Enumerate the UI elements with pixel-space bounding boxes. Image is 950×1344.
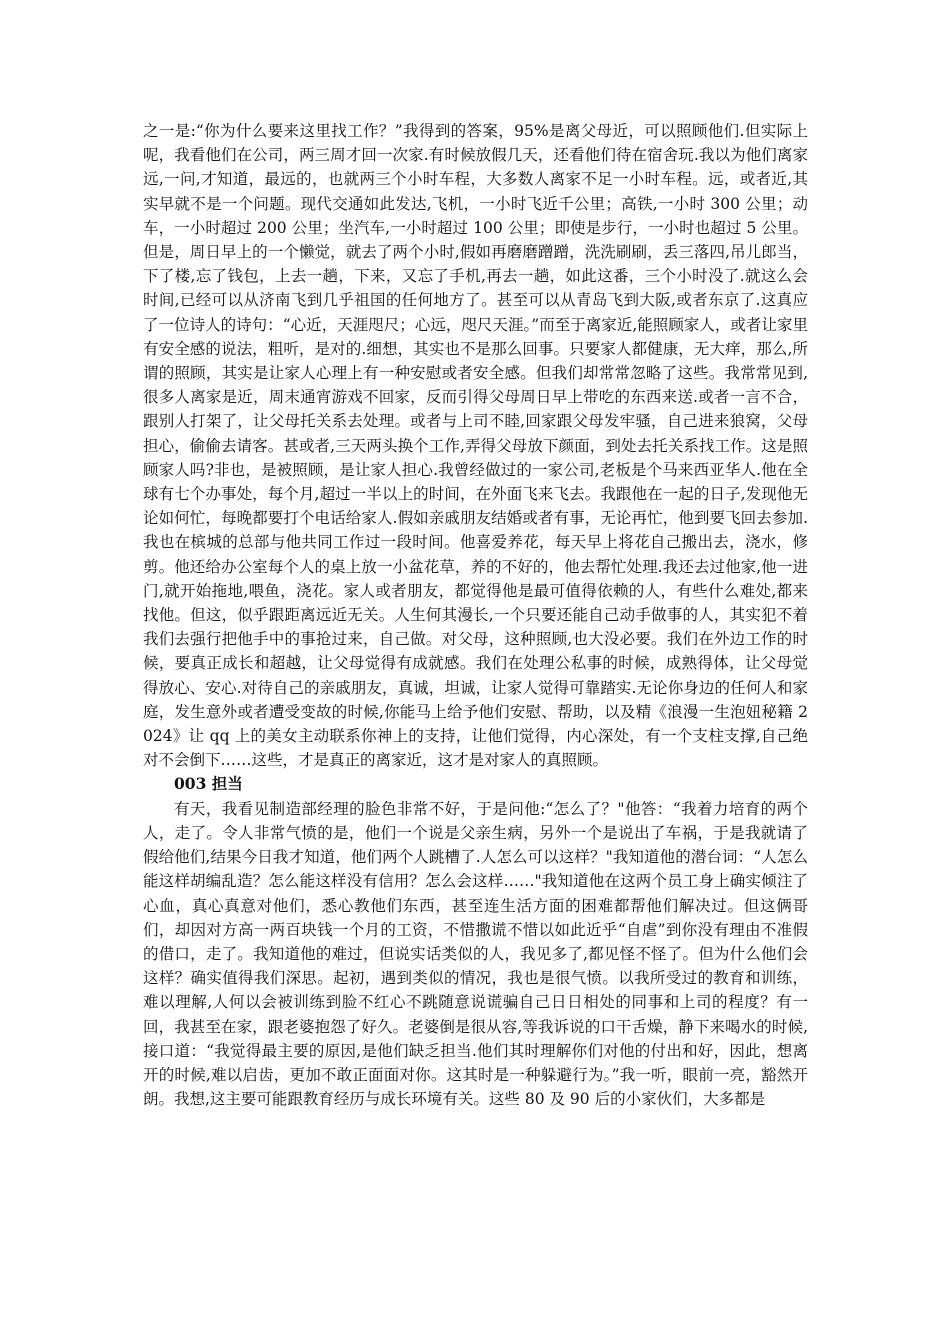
body-paragraph-2: 有天，我看见制造部经理的脸色非常不好，于是问他:“怎么了？"他答：“我着力培育的两个人，走了。令人非常气愤的是，他们一个说是父亲生病，另外一个是说出了车祸，于是我就请了假给他们,结果今日我才知道，他们两个人跳槽了.人怎么可以这样？"我知道他的潜台词：“人怎么能这样胡编乱造？怎么能这样没有信用？怎么会这样……"我知道他在这两个员工身上确实倾注了心血，真心真意对他们，悉心教他们东西，甚至连生活方面的困难都帮他们解决过。但这俩哥们，却因对方高一两百块钱一个月的工资，不惜撒谎不惜以如此近乎“自虐”到你没有理由不准假的借口，走了。我知道他的难过，但说实话类似的人，我见多了,都见怪不怪了。但为什么他们会这样？确实值得我们深思。起初，遇到类似的情况，我也是很气愤。以我所受过的教育和训练，难以理解,人何以会被训练到脸不红心不跳随意说谎骗自己日日相处的同事和上司的程度？有一回，我甚至在家，跟老婆抱怨了好久。老婆倒是很从容,等我诉说的口干舌燥，静下来喝水的时候,接口道：“我觉得最主要的原因,是他们缺乏担当.他们其时理解你们对他的付出和好，因此，想离开的时候,难以启齿，更加不敢正面面对你。这其时是一种躲避行为。”我一听，眼前一亮，豁然开朗。我想,这主要可能跟教育经历与成长环境有关。这些 80 及 90 后的小家伙们，大多都是	[143, 799, 808, 1109]
section-heading: 003 担当	[174, 774, 243, 794]
body-paragraph-1: 之一是:“你为什么要来这里找工作？”我得到的答案，95%是离父母近，可以照顾他们.但实际上呢，我看他们在公司，两三周才回一次家.有时候放假几天，还看他们待在宿舍玩.我以为他们离家远,一问,才知道，最远的，也就两三个小时车程，大多数人离家不足一小时车程。远，或者近,其实早就不是一个问题。现代交通如此发达,飞机，一小时飞近千公里；高铁,一小时 300 公里；动车，一小时超过 200 公里；坐汽车,一小时超过 100 公里；即使是步行，一小时也超过 5 公里。但是，周日早上的一个懒觉，就去了两个小时,假如再磨磨蹭蹭，洗洗刷刷，丢三落四,吊儿郎当，下了楼,忘了钱包，上去一趟，下来，又忘了手机,再去一趟，如此这番，三个小时没了.就这么会时间,已经可以从济南飞到几乎祖国的任何地方了。甚至可以从青岛飞到大阪,或者东京了.这真应了一位诗人的诗句：“心近，天涯咫尺；心远，咫尺天涯。”而至于离家近,能照顾家人，或者让家里有安全感的说法，粗听，是对的.细想，其实也不是那么回事。只要家人都健康，无大痒，那么,所谓的照顾，其实是让家人心理上有一种安慰或者安全感。但我们却常常忽略了这些。我常常见到,很多人离家是近，周末通宵游戏不回家，反而引得父母周日早上带吃的东西来送.或者一言不合，跟别人打架了，让父母托关系去处理。或者与上司不睦,回家跟父母发牢骚，自己进来狼窝，父母担心，偷偷去请客。甚或者,三天两头换个工作,弄得父母放下颜面，到处去托关系找工作。这是照顾家人吗?非也，是被照顾，是让家人担心.我曾经做过的一家公司,老板是个马来西亚华人.他在全球有七个办事处，每个月,超过一半以上的时间，在外面飞来飞去。我跟他在一起的日子,发现他无论如何忙，每晚都要打个电话给家人.假如亲戚朋友结婚或者有事，无论再忙，他到要飞回去参加.我也在槟城的总部与他共同工作过一段时间。他喜爱养花，每天早上将花自己搬出去，浇水，修剪。他还给办公室每个人的桌上放一小盆花草，养的不好的，他去帮忙处理.我还去过他家,他一进门,就开始拖地,喂鱼，浇花。家人或者朋友，都觉得他是最可值得依赖的人，有些什么难处,都来找他。但这，似乎跟距离远近无关。人生何其漫长,一个只要还能自己动手做事的人，其实犯不着我们去强行把他手中的事抢过来，自己做。对父母，这种照顾,也大没必要。我们在外边工作的时候，要真正成长和超越，让父母觉得有成就感。我们在处理公私事的时候，成熟得体，让父母觉得放心、安心.对待自己的亲戚朋友，真诚，坦诚，让家人觉得可靠踏实.无论你身边的任何人和家庭，发生意外或者遭受变故的时候,你能马上给予他们安慰、帮助，以及精《浪漫一生泡妞秘籍 2024》让 qq 上的美女主动联系你神上的支持，让他们觉得，内心深处，有一个支柱支撑,自己绝对不会倒下……这些，才是真正的离家近，这才是对家人的真照顾。	[143, 122, 808, 770]
document-page	[143, 119, 808, 1111]
